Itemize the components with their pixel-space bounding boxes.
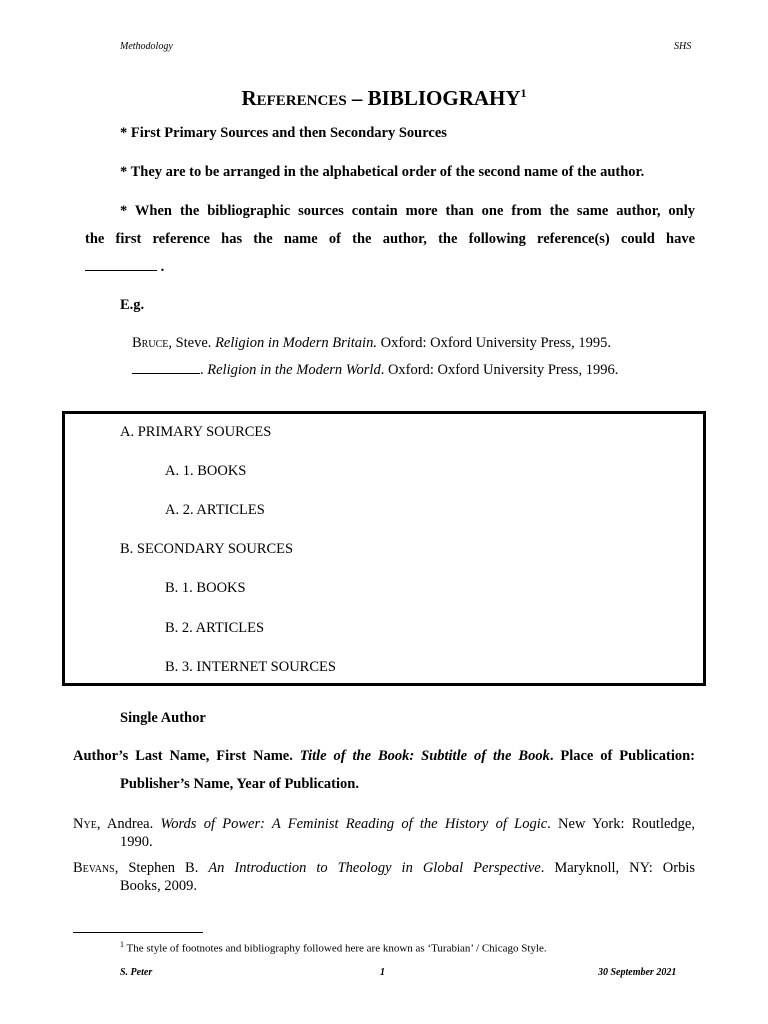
format-line-2: Publisher’s Name, Year of Publication. [120,776,359,792]
footnote-number: 1 [120,940,124,949]
rule-3-line-3: . [157,259,165,275]
rule-2: * They are to be arranged in the alphabetical order of the second name of the author. [120,164,645,180]
format-author: Author’s Last Name, First Name. [73,748,300,764]
example-1-rest: Oxford: Oxford University Press, 1995. [376,335,611,351]
example-2-title: Religion in the Modern World [207,362,381,378]
outline-item: A. PRIMARY SOURCES [120,424,272,440]
outline-item: B. 3. INTERNET SOURCES [165,659,336,675]
entry-1-author-rest: , Andrea. [96,816,161,832]
entry-2-rest: . Maryknoll, NY: Orbis [540,860,695,876]
footer-left: S. Peter [120,967,153,978]
example-1-title: Religion in Modern Britain. [215,335,377,351]
footer-date: 30 September 2021 [598,967,677,978]
header-left: Methodology [120,41,173,52]
blank-line [85,258,157,271]
example-2 [132,361,618,379]
example-1 [132,335,611,352]
example-1-author: Bruce [132,335,169,351]
outline-item: B. 2. ARTICLES [165,620,265,636]
example-1-author-rest: , Steve. [168,335,216,351]
title-dash: – [346,86,368,110]
page-title [0,86,768,111]
rule-3 [85,197,695,281]
title-smallcaps: References [241,86,347,110]
outline-item: A. 1. BOOKS [165,463,247,479]
entry-1-rest: . New York: Routledge, [547,816,695,832]
entry-1-cont: 1990. [120,834,153,850]
entry-2-author-rest: , Stephen B. [114,860,209,876]
footer-page-number: 1 [380,967,385,978]
footnote-separator [73,932,203,933]
outline-box [62,411,706,686]
rule-3-line-2: the first reference has the name of the author, the following reference(s) could have [85,231,695,247]
bib-entry-2 [73,859,695,895]
footnote [120,940,547,955]
rule-1: * First Primary Sources and then Secondary Sources [120,125,447,141]
eg-label: E.g. [120,297,145,313]
outline-item: B. 1. BOOKS [165,580,246,596]
footnote-text: The style of footnotes and bibliography followed here are known as ‘Turabian’ / Chicago Style. [124,942,547,955]
entry-2-cont: Books, 2009. [120,878,197,894]
format-line-1 [73,748,695,765]
entry-1-author: Nye [73,816,97,832]
outline-item: A. 2. ARTICLES [165,502,265,518]
entry-2-author: Bevans [73,860,115,876]
entry-1-title: Words of Power: A Feminist Reading of the History of Logic [160,816,548,832]
format-place: . Place of Publication: [549,748,696,764]
entry-2-title: An Introduction to Theology in Global Perspective [208,860,541,876]
title-main: BIBLIOGRAHY [367,86,521,110]
outline-item: B. SECONDARY SOURCES [120,541,294,557]
header-right: SHS [674,41,692,52]
title-footnote-ref: 1 [520,86,527,100]
example-2-blank [132,361,200,374]
single-author-heading: Single Author [120,710,206,726]
bib-entry-1 [73,815,695,851]
format-title: Title of the Book: Subtitle of the Book [299,748,550,764]
example-2-rest: . Oxford: Oxford University Press, 1996. [380,362,619,378]
rule-3-line-1: * When the bibliographic sources contain more than one from the same author, only [120,203,695,219]
example-2-pre: . [200,362,204,378]
